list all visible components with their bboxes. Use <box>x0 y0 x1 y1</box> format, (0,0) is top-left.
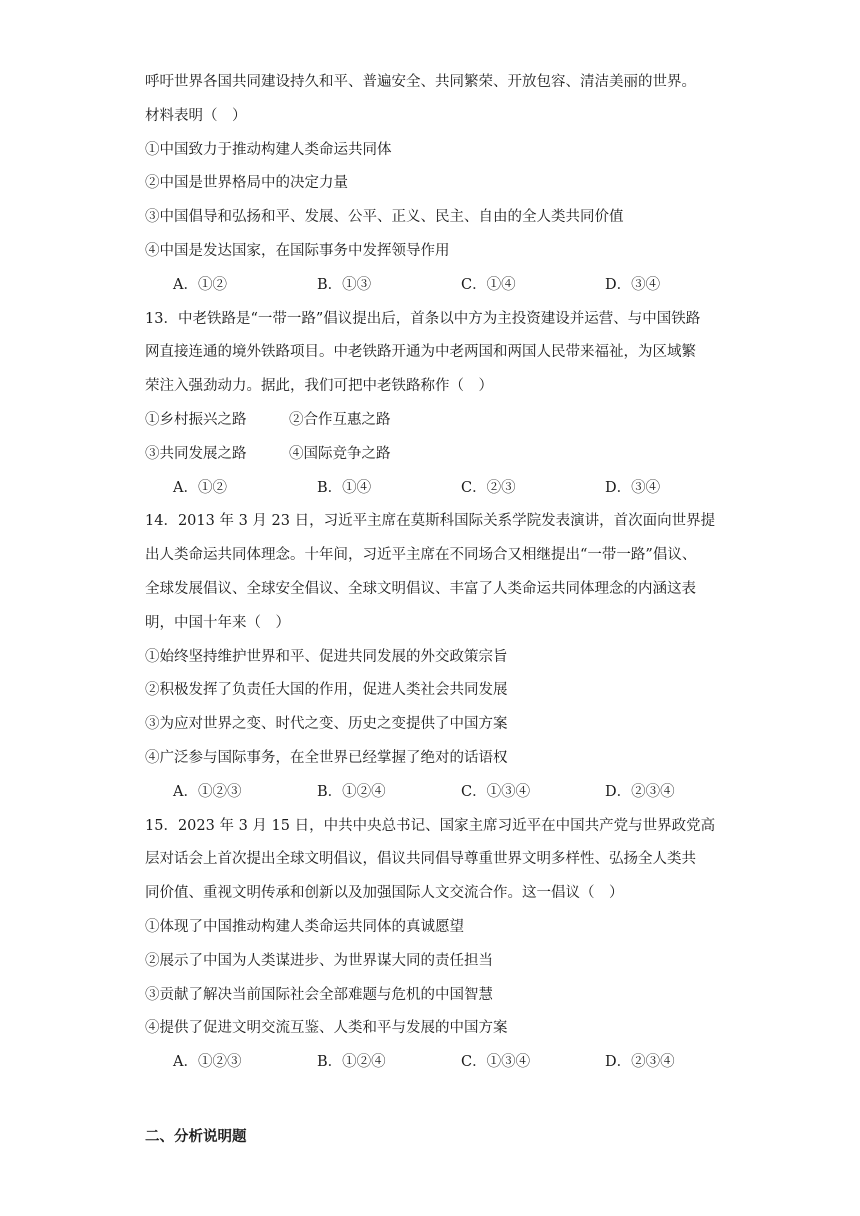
option-b[interactable] <box>317 472 461 506</box>
question-13 <box>145 303 725 506</box>
statement-pair <box>145 438 725 472</box>
question-text-line: 荣注入强劲动力。据此，我们可把中老铁路称作（ ） <box>145 378 493 395</box>
option-a[interactable] <box>173 472 317 506</box>
option-value: ①③④ <box>486 783 531 800</box>
option-label: B． <box>317 479 343 496</box>
option-label: C． <box>461 276 487 293</box>
question-document <box>145 66 725 1080</box>
option-c[interactable] <box>461 776 605 810</box>
question-text-line: 全球发展倡议、全球安全倡议、全球文明倡议、丰富了人类命运共同体理念的内涵这表 <box>145 580 696 597</box>
statement-1: ①体现了中国推动构建人类命运共同体的真诚愿望 <box>145 918 464 935</box>
statement-4: ④广泛参与国际事务，在全世界已经掌握了绝对的话语权 <box>145 749 508 766</box>
option-value: ①④ <box>342 479 372 496</box>
statement-2: ②合作互惠之路 <box>289 411 391 428</box>
question-14 <box>145 505 725 809</box>
option-value: ①③ <box>342 276 372 293</box>
question-text-line: 13．中老铁路是“一带一路”倡议提出后，首条以中方为主投资建设并运营、与中国铁路 <box>145 310 701 327</box>
option-label: B． <box>317 1054 343 1071</box>
question-15 <box>145 810 725 1080</box>
option-a[interactable] <box>173 269 317 303</box>
question-12 <box>145 66 725 303</box>
option-value: ③④ <box>631 479 661 496</box>
statement-2: ②中国是世界格局中的决定力量 <box>145 175 348 192</box>
question-text-line: 明，中国十年来（ ） <box>145 614 290 631</box>
option-value: ①②③ <box>197 1054 242 1071</box>
option-label: D． <box>605 1054 632 1071</box>
section-title: 二、分析说明题 <box>145 1129 247 1145</box>
statement-pair <box>145 404 725 438</box>
question-text-line: 呼吁世界各国共同建设持久和平、普遍安全、共同繁荣、开放包容、清洁美丽的世界。 <box>145 74 696 90</box>
option-value: ①② <box>197 479 227 496</box>
option-value: ②③ <box>486 479 516 496</box>
option-value: ②③④ <box>631 783 675 800</box>
question-text-line: 网直接连通的境外铁路项目。中老铁路开通为中老两国和两国人民带来福祉，为区域繁 <box>145 344 696 361</box>
statement-4: ④中国是发达国家，在国际事务中发挥领导作用 <box>145 242 450 259</box>
option-c[interactable] <box>461 472 605 506</box>
answer-options <box>145 1046 725 1080</box>
option-value: ②③④ <box>631 1054 675 1071</box>
option-c[interactable] <box>461 1046 605 1080</box>
option-label: C． <box>461 1054 487 1071</box>
question-text-line: 14．2013 年 3 月 23 日，习近平主席在莫斯科国际关系学院发表演讲，首次面向世界提 <box>145 513 716 530</box>
option-value: ①②④ <box>342 783 386 800</box>
option-b[interactable] <box>317 776 461 810</box>
answer-options <box>145 776 725 810</box>
option-d[interactable] <box>605 1046 749 1080</box>
statement-1: ①乡村振兴之路 <box>145 411 247 428</box>
option-label: B． <box>317 783 343 800</box>
option-a[interactable] <box>173 776 317 810</box>
question-text-line: 出人类命运共同体理念。十年间，习近平主席在不同场合又相继提出“一带一路”倡议、 <box>145 547 697 564</box>
statement-1: ①始终坚持维护世界和平、促进共同发展的外交政策宗旨 <box>145 648 508 665</box>
answer-options <box>145 472 725 506</box>
option-label: A． <box>173 479 198 496</box>
option-label: A． <box>173 276 198 293</box>
statement-4: ④国际竞争之路 <box>289 445 391 462</box>
option-label: D． <box>605 783 632 800</box>
option-d[interactable] <box>605 776 749 810</box>
question-text-line: 同价值、重视文明传承和创新以及加强国际人文交流合作。这一倡议（ ） <box>145 885 624 902</box>
statement-3: ③为应对世界之变、时代之变、历史之变提供了中国方案 <box>145 716 508 733</box>
statement-3: ③中国倡导和弘扬和平、发展、公平、正义、民主、自由的全人类共同价值 <box>145 209 624 226</box>
option-a[interactable] <box>173 1046 317 1080</box>
question-text-line: 层对话会上首次提出全球文明倡议，倡议共同倡导尊重世界文明多样性、弘扬全人类共 <box>145 851 696 868</box>
option-value: ①②③ <box>197 783 242 800</box>
option-d[interactable] <box>605 472 749 506</box>
option-value: ①③④ <box>486 1054 531 1071</box>
option-d[interactable] <box>605 269 749 303</box>
option-b[interactable] <box>317 269 461 303</box>
option-value: ①②④ <box>342 1054 386 1071</box>
statement-2: ②展示了中国为人类谋进步、为世界谋大同的责任担当 <box>145 952 493 969</box>
option-value: ①④ <box>486 276 516 293</box>
option-label: C． <box>461 783 487 800</box>
question-text-line: 15．2023 年 3 月 15 日，中共中央总书记、国家主席习近平在中国共产党与世界政党高 <box>145 817 716 834</box>
option-label: B． <box>317 276 343 293</box>
statement-3: ③共同发展之路 <box>145 445 247 462</box>
option-label: D． <box>605 276 632 293</box>
option-label: A． <box>173 783 198 800</box>
option-label: C． <box>461 479 487 496</box>
option-b[interactable] <box>317 1046 461 1080</box>
option-c[interactable] <box>461 269 605 303</box>
option-label: D． <box>605 479 632 496</box>
option-value: ①② <box>197 276 227 293</box>
answer-options <box>145 269 725 303</box>
statement-3: ③贡献了解决当前国际社会全部难题与危机的中国智慧 <box>145 986 493 1003</box>
statement-2: ②积极发挥了负责任大国的作用，促进人类社会共同发展 <box>145 682 508 699</box>
statement-4: ④提供了促进文明交流互鉴、人类和平与发展的中国方案 <box>145 1020 508 1037</box>
option-label: A． <box>173 1054 198 1071</box>
question-text-line: 材料表明（ ） <box>145 107 247 124</box>
option-value: ③④ <box>631 276 661 293</box>
statement-1: ①中国致力于推动构建人类命运共同体 <box>145 141 392 158</box>
